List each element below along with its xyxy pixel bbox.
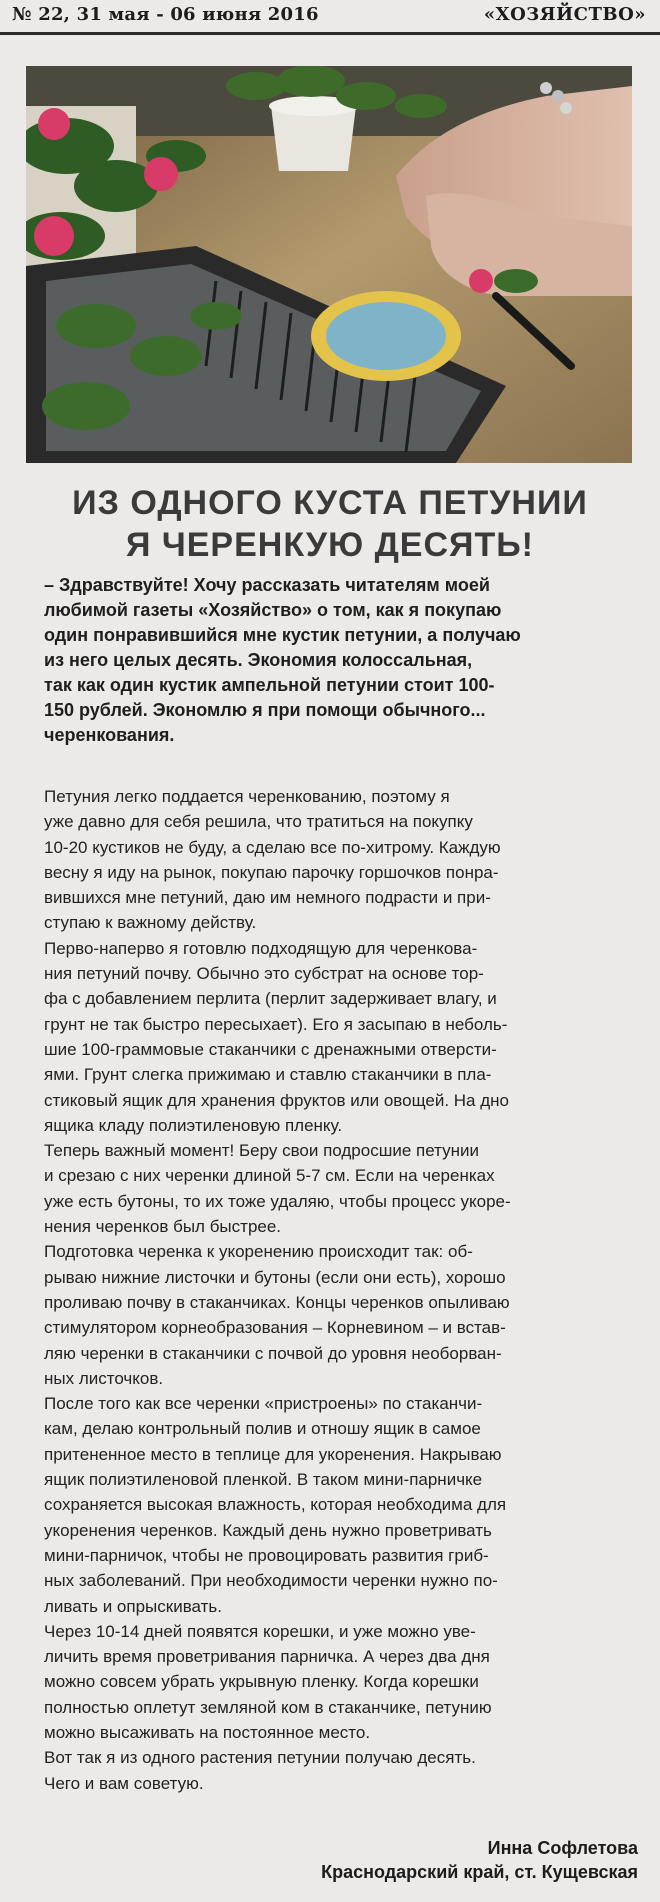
body-line: Чего и вам советую. bbox=[44, 1773, 204, 1793]
article-body bbox=[44, 784, 628, 1796]
body-line: ляю черенки в стаканчики с почвой до уровня необорван- bbox=[44, 1343, 502, 1363]
article-photo bbox=[26, 66, 632, 463]
body-line: Перво-наперво я готовлю подходящую для черенкова- bbox=[44, 938, 478, 958]
lead-line: любимой газеты «Хозяйство» о том, как я покупаю bbox=[44, 600, 502, 620]
body-line: ных листочков. bbox=[44, 1368, 164, 1388]
body-line: фа с добавлением перлита (перлит задерживает влагу, и bbox=[44, 989, 497, 1009]
body-line: и срезаю с них черенки длиной 5-7 см. Если на черенках bbox=[44, 1166, 495, 1186]
body-line: вившихся мне петуний, даю им немного подрасти и при- bbox=[44, 888, 491, 908]
article-headline bbox=[0, 482, 660, 566]
body-line: Через 10-14 дней появятся корешки, и уже можно уве- bbox=[44, 1621, 476, 1641]
newspaper-name: «ХОЗЯЙСТВО» bbox=[483, 4, 646, 25]
body-line: шие 100-граммовые стаканчики с дренажными отверсти- bbox=[44, 1039, 497, 1059]
article-lead bbox=[44, 573, 604, 748]
lead-line: из него целых десять. Экономия колоссальная, bbox=[44, 650, 473, 670]
body-line: проливаю почву в стаканчиках. Концы черенков опыливаю bbox=[44, 1292, 510, 1312]
body-line: уже давно для себя решила, что тратиться на покупку bbox=[44, 812, 473, 832]
body-line: уже есть бутоны, то их тоже удаляю, чтобы процесс укоре- bbox=[44, 1191, 511, 1211]
body-line: грунт не так быстро пересыхает). Его я засыпаю в неболь- bbox=[44, 1014, 508, 1034]
body-line: мини-парничок, чтобы не провоцировать развития гриб- bbox=[44, 1545, 489, 1565]
petunia-cuttings-photo bbox=[26, 66, 632, 463]
body-line: ливать и опрыскивать. bbox=[44, 1596, 222, 1616]
author-name: Инна Софлетова bbox=[487, 1838, 638, 1858]
body-line: можно совсем убрать укрывную пленку. Когда корешки bbox=[44, 1672, 479, 1692]
body-line: ступаю к важному действу. bbox=[44, 913, 257, 933]
body-line: Подготовка черенка к укоренению происходит так: об- bbox=[44, 1242, 473, 1262]
body-line: ями. Грунт слегка прижимаю и ставлю стаканчики в пла- bbox=[44, 1065, 492, 1085]
lead-line: 150 рублей. Экономлю я при помощи обычного... bbox=[44, 700, 486, 720]
issue-info: № 22, 31 мая - 06 июня 2016 bbox=[12, 4, 319, 25]
header-rule bbox=[0, 32, 660, 35]
body-line: рываю нижние листочки и бутоны (если они есть), хорошо bbox=[44, 1267, 506, 1287]
headline-line-1: ИЗ ОДНОГО КУСТА ПЕТУНИИ bbox=[72, 484, 588, 522]
body-line: можно высаживать на постоянное место. bbox=[44, 1722, 371, 1742]
body-line: ящика кладу полиэтиленовую пленку. bbox=[44, 1115, 343, 1135]
lead-line: так как один кустик ампельной петунии стоит 100- bbox=[44, 675, 495, 695]
body-line: ящик полиэтиленовой пленкой. В таком мини-парничке bbox=[44, 1470, 483, 1490]
lead-line: – Здравствуйте! Хочу рассказать читателям моей bbox=[44, 575, 490, 595]
lead-line: черенкования. bbox=[44, 725, 175, 745]
body-line: кам, делаю контрольный полив и отношу ящик в самое bbox=[44, 1419, 481, 1439]
author-location: Краснодарский край, ст. Кущевская bbox=[321, 1862, 638, 1882]
lead-line: один понравившийся мне кустик петунии, а получаю bbox=[44, 625, 521, 645]
body-line: нения черенков был быстрее. bbox=[44, 1217, 282, 1237]
body-line: Петуния легко поддается черенкованию, поэтому я bbox=[44, 787, 450, 806]
body-line: личить время проветривания парничка. А через два дня bbox=[44, 1647, 490, 1667]
body-line: 10-20 кустиков не буду, а сделаю все по-хитрому. Каждую bbox=[44, 837, 501, 857]
body-line: Теперь важный момент! Беру свои подросшие петунии bbox=[44, 1141, 479, 1161]
body-line: ния петуний почву. Обычно это субстрат на основе тор- bbox=[44, 964, 484, 984]
page-header bbox=[0, 0, 660, 36]
body-line: полностью оплетут земляной ком в стаканчике, петунию bbox=[44, 1697, 492, 1717]
body-line: весну я иду на рынок, покупаю парочку горшочков понра- bbox=[44, 862, 499, 882]
body-line: После того как все черенки «пристроены» по стаканчи- bbox=[44, 1394, 483, 1414]
body-line: Вот так я из одного растения петунии получаю десять. bbox=[44, 1748, 476, 1768]
body-line: сохраняется высокая влажность, которая необходима для bbox=[44, 1495, 507, 1515]
body-line: стимулятором корнеобразования – Корневином – и встав- bbox=[44, 1318, 506, 1338]
body-line: ных заболеваний. При необходимости черенки нужно по- bbox=[44, 1571, 498, 1591]
body-line: притененное место в теплице для укоренения. Накрываю bbox=[44, 1444, 502, 1464]
body-line: укоренения черенков. Каждый день нужно проветривать bbox=[44, 1520, 492, 1540]
headline-line-2: Я ЧЕРЕНКУЮ ДЕСЯТЬ! bbox=[125, 526, 535, 564]
body-line: стиковый ящик для хранения фруктов или овощей. На дно bbox=[44, 1090, 509, 1110]
